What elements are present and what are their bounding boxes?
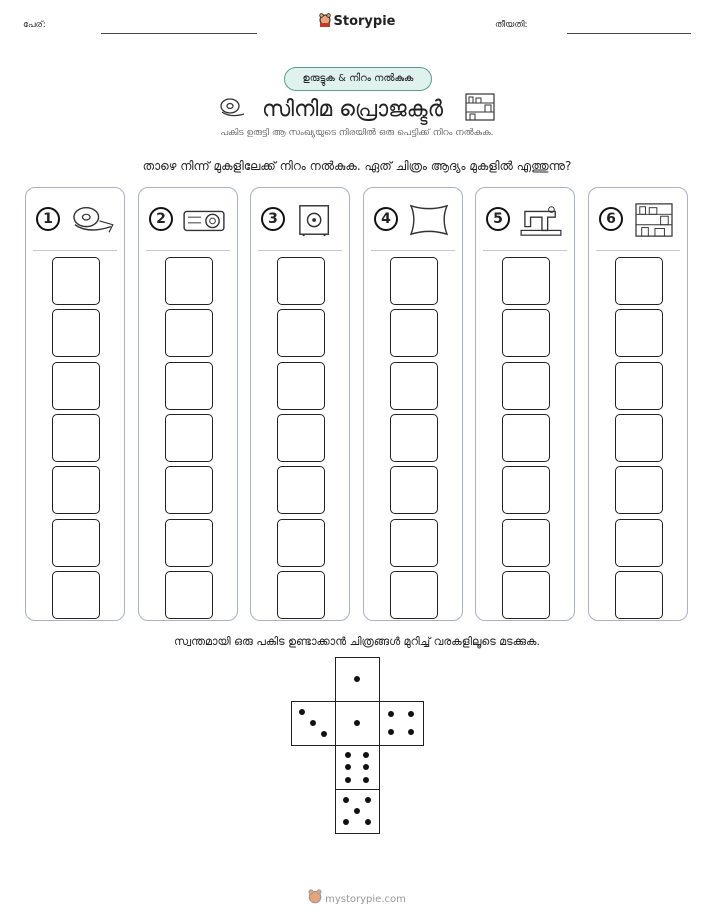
color-box[interactable] — [615, 571, 663, 619]
color-box[interactable] — [165, 362, 213, 410]
sewing-machine-icon — [516, 202, 566, 238]
color-box[interactable] — [277, 466, 325, 514]
footer — [0, 889, 714, 905]
color-box[interactable] — [165, 414, 213, 462]
face-top — [335, 657, 380, 702]
projector-icon — [179, 202, 229, 238]
color-box[interactable] — [277, 257, 325, 305]
column-4 — [363, 187, 463, 621]
color-box[interactable] — [502, 466, 550, 514]
pip — [299, 709, 305, 715]
pip — [408, 711, 414, 717]
date-line[interactable] — [567, 33, 691, 34]
bear-icon — [319, 13, 331, 27]
color-box[interactable] — [390, 362, 438, 410]
pip — [354, 676, 360, 682]
color-box[interactable] — [52, 571, 100, 619]
color-box[interactable] — [502, 309, 550, 357]
color-box[interactable] — [277, 309, 325, 357]
face-center — [335, 701, 380, 746]
column-6 — [588, 187, 688, 621]
color-box[interactable] — [502, 362, 550, 410]
pip — [365, 797, 371, 803]
column-number: 3 — [261, 207, 285, 231]
pip — [365, 819, 371, 825]
pip — [343, 797, 349, 803]
color-box[interactable] — [277, 571, 325, 619]
color-box[interactable] — [390, 466, 438, 514]
pip — [388, 711, 394, 717]
activity-tag: ഉരുട്ടുക & നിറം നൽകുക — [284, 67, 432, 91]
face-left — [291, 701, 336, 746]
footer-site: mystorypie.com — [325, 894, 406, 905]
column-divider — [258, 250, 342, 251]
shelf-icon — [464, 92, 496, 122]
color-box[interactable] — [52, 257, 100, 305]
date-label: തീയതി: — [495, 20, 528, 30]
pip — [345, 752, 351, 758]
column-divider — [371, 250, 455, 251]
color-box[interactable] — [390, 519, 438, 567]
color-box[interactable] — [390, 414, 438, 462]
color-box[interactable] — [277, 414, 325, 462]
pip — [310, 720, 316, 726]
column-number: 2 — [149, 207, 173, 231]
bear-icon — [308, 889, 322, 905]
face-bottom — [335, 789, 380, 834]
title-text: സിനിമ പ്രൊജക്ടർ — [261, 97, 444, 122]
pip — [363, 764, 369, 770]
name-line[interactable] — [101, 33, 257, 34]
color-box[interactable] — [165, 257, 213, 305]
color-box[interactable] — [165, 309, 213, 357]
column-divider — [33, 250, 117, 251]
color-box[interactable] — [165, 466, 213, 514]
color-box[interactable] — [52, 466, 100, 514]
pip — [343, 819, 349, 825]
subtitle: പകിട ഉരുട്ടി ആ സംഖ്യയുടെ നിരയിൽ ഒരു പെട്ടിക്ക് നിറം നൽകുക. — [220, 128, 494, 138]
pip — [321, 731, 327, 737]
color-box[interactable] — [615, 466, 663, 514]
color-box[interactable] — [615, 519, 663, 567]
pip — [363, 752, 369, 758]
color-box[interactable] — [390, 571, 438, 619]
pip — [345, 777, 351, 783]
face-right — [379, 701, 424, 746]
color-box[interactable] — [390, 309, 438, 357]
pip — [363, 777, 369, 783]
column-2 — [138, 187, 238, 621]
column-number: 6 — [599, 207, 623, 231]
color-box[interactable] — [277, 362, 325, 410]
brand-logo — [0, 13, 714, 29]
pip — [345, 764, 351, 770]
column-divider — [483, 250, 567, 251]
color-box[interactable] — [615, 309, 663, 357]
column-1 — [25, 187, 125, 621]
color-box[interactable] — [52, 519, 100, 567]
pip — [354, 720, 360, 726]
film-reel-icon — [66, 202, 116, 238]
page-title — [0, 92, 714, 122]
color-box[interactable] — [52, 414, 100, 462]
color-box[interactable] — [502, 414, 550, 462]
color-box[interactable] — [277, 519, 325, 567]
column-3 — [250, 187, 350, 621]
color-box[interactable] — [165, 519, 213, 567]
name-label: പേര്: — [23, 20, 46, 30]
brand-name: Storypie — [333, 14, 396, 29]
shelf-icon — [629, 202, 679, 238]
color-box[interactable] — [52, 362, 100, 410]
instruction: താഴെ നിന്ന് മുകളിലേക്ക് നിറം നൽകുക. ഏത് ചിത്രം ആദ്യം മുകളിൽ എത്തുന്നു? — [142, 159, 572, 173]
column-divider — [146, 250, 230, 251]
color-box[interactable] — [165, 571, 213, 619]
net-instruction: സ്വന്തമായി ഒരു പകിട ഉണ്ടാക്കാൻ ചിത്രങ്ങൾ മുറിച്ച് വരകളിലൂടെ മടക്കുക. — [174, 635, 540, 648]
safe-box-icon — [291, 202, 341, 238]
color-box[interactable] — [390, 257, 438, 305]
pip — [388, 729, 394, 735]
color-box[interactable] — [615, 414, 663, 462]
column-5 — [475, 187, 575, 621]
pillow-icon — [404, 202, 454, 238]
pip — [354, 808, 360, 814]
column-divider — [596, 250, 680, 251]
column-number: 4 — [374, 207, 398, 231]
color-box[interactable] — [502, 519, 550, 567]
face-lower — [335, 745, 380, 790]
pip — [408, 729, 414, 735]
color-box[interactable] — [52, 309, 100, 357]
color-box[interactable] — [502, 571, 550, 619]
color-box[interactable] — [615, 257, 663, 305]
color-box[interactable] — [615, 362, 663, 410]
film-reel-icon — [218, 96, 248, 120]
column-number: 1 — [36, 207, 60, 231]
column-number: 5 — [486, 207, 510, 231]
color-box[interactable] — [502, 257, 550, 305]
